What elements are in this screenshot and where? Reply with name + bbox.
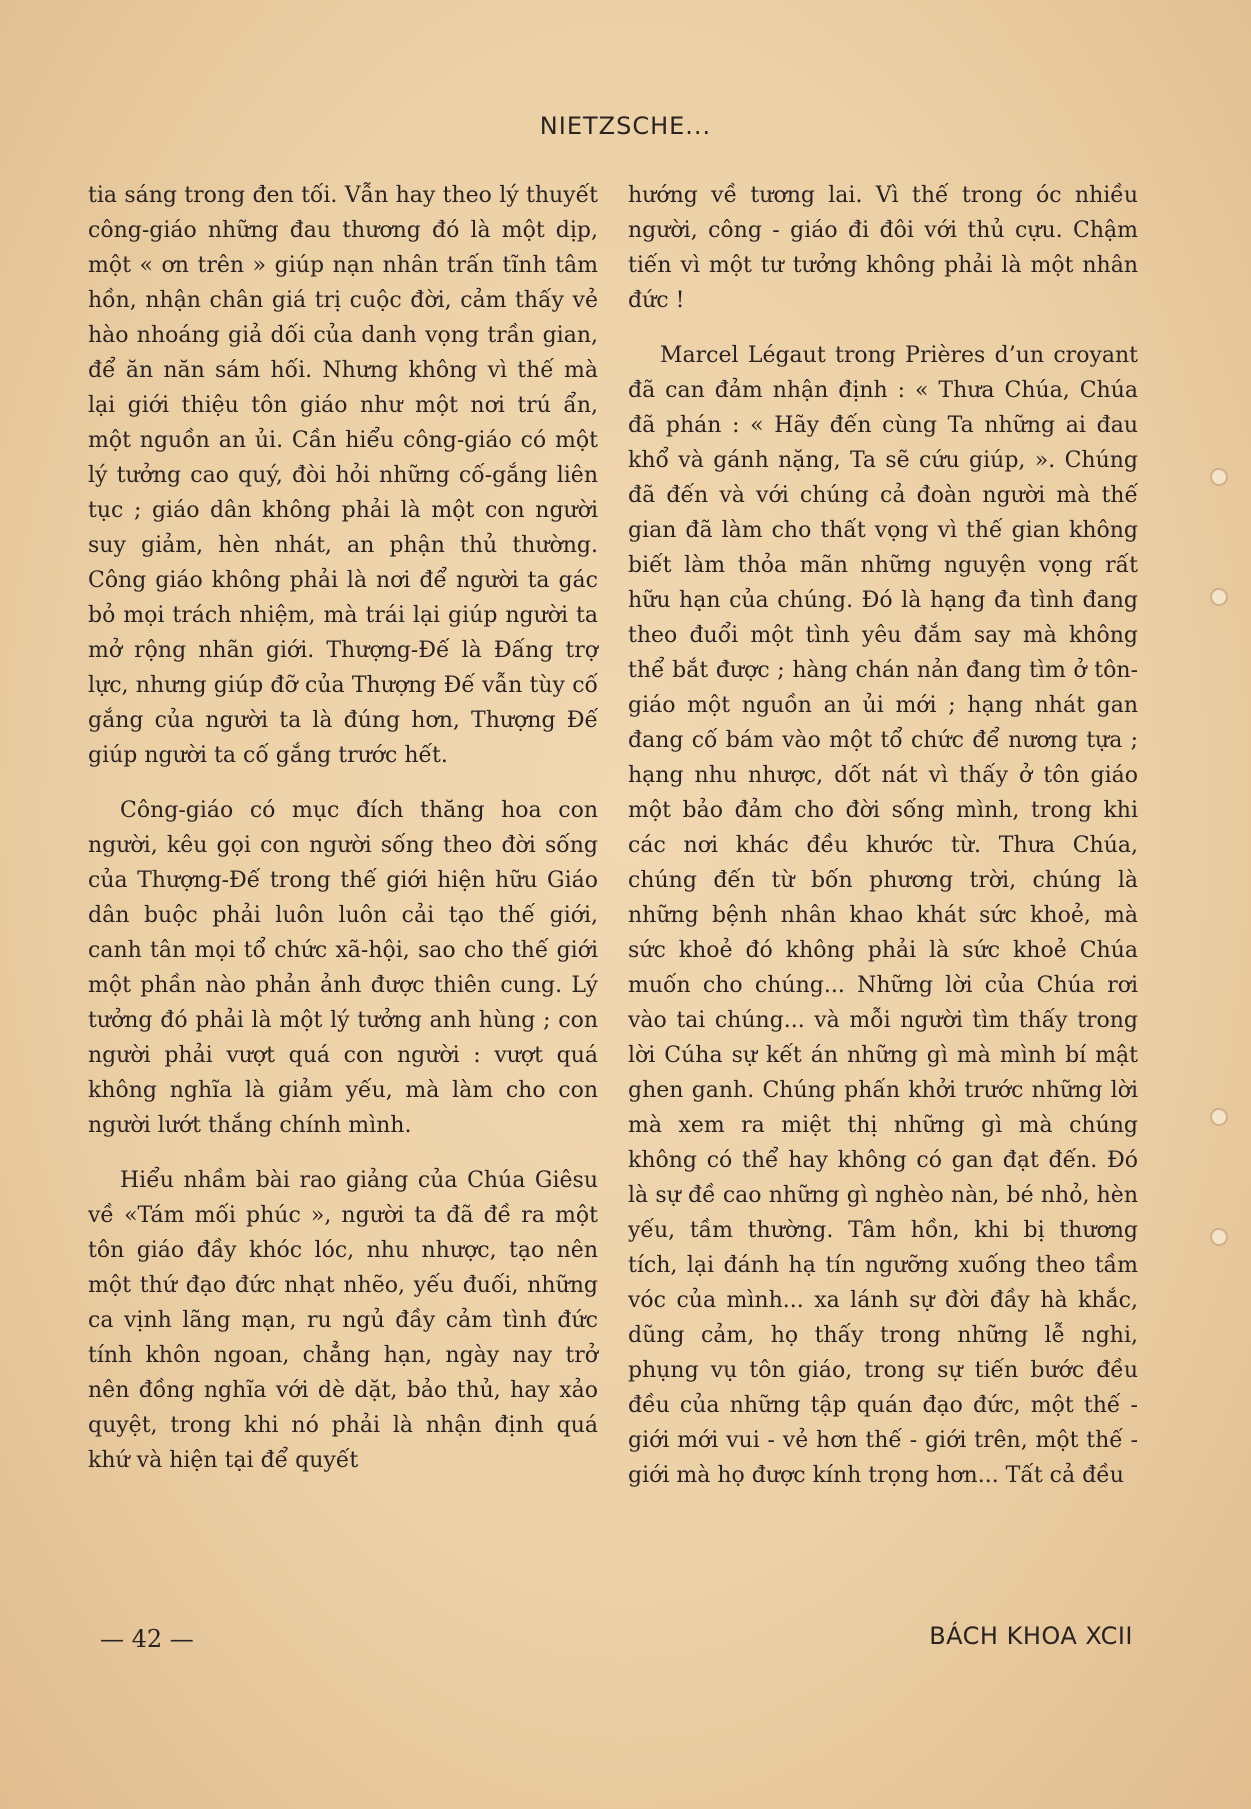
paragraph: Hiểu nhầm bài rao giảng của Chúa Giêsu về «Tám mối phúc », người ta đã đề ra một tôn giáo đầy khóc lóc, nhu nhược, tạo nên một thứ đạo đức nhạt nhẽo, yếu đuối, những ca vịnh lãng mạn, ru ngủ đầy cảm tình đức tính khôn ngoan, chẳng hạn, ngày nay trở nên đồng nghĩa với dè dặt, bảo thủ, hay xảo quyệt, trong khi nó phải là nhận định quá khứ và hiện tại để quyết [88, 1168, 598, 1473]
punch-hole [1212, 1230, 1226, 1244]
paragraph: tia sáng trong đen tối. Vẫn hay theo lý thuyết công-giáo những đau thương đó là một dịp, một « ơn trên » giúp nạn nhân trấn tĩnh tâm hồn, nhận chân giá trị cuộc đời, cảm thấy vẻ hào nhoáng giả dối của danh vọng trần gian, để ăn năn sám hối. Nhưng không vì thế mà lại giới thiệu tôn giáo như một nơi trú ẩn, một nguồn an ủi. Cần hiểu công-giáo có một lý tưởng cao quý, đòi hỏi những cố-gắng liên tục ; giáo dân không phải là một con người suy giảm, hèn nhát, an phận thủ thường. Công giáo không phải là nơi để người ta gác bỏ mọi trách nhiệm, mà trái lại giúp người ta mở rộng nhãn giới. Thượng-Đế là Đấng trợ lực, nhưng giúp đỡ của Thượng Đế vẫn tùy cố gắng của người ta là đúng hơn, Thượng Đế giúp người ta cố gắng trước hết. [88, 183, 598, 768]
running-header: NIETZSCHE... [539, 112, 712, 140]
paragraph: Marcel Légaut trong Prières d’un croyant đã can đảm nhận định : « Thưa Chúa, Chúa đã phán : « Hãy đến cùng Ta những ai đau khổ và gánh nặng, Ta sẽ cứu giúp, ». Chúng đã đến và với chúng cả đoàn người mà thế gian đã làm cho thất vọng vì thế gian không biết làm thỏa mãn những nguyện vọng rất hữu hạn của chúng. Đó là hạng đa tình đang theo đuổi một tình yêu đắm say mà không thể bắt được ; hàng chán nản đang tìm ở tôn-giáo một nguồn an ủi mới ; hạng nhát gan đang cố bám vào một tổ chức để nương tựa ; hạng nhu nhược, dốt nát vì thấy ở tôn giáo một bảo đảm cho đời sống mình, trong khi các nơi khác đều khước từ. Thưa Chúa, chúng đến từ bốn phương trời, chúng là những bệnh nhân khao khát sức khoẻ, mà sức khoẻ đó không phải là sức khoẻ Chúa muốn cho chúng... Những lời của Chúa rơi vào tai chúng... và mỗi người tìm thấy trong lời Cúha sự kết án những gì mà mình bí mật ghen ganh. Chúng phấn khởi trước những lời mà xem ra miệt thị những gì mà chúng không có thể hay không có gan đạt đến. Đó là sự đề cao những gì nghèo nàn, bé nhỏ, hèn yếu, tầm thường. Tâm hồn, khi bị thương tích, lại đánh hạ tín ngưỡng xuống theo tầm vóc của mình... xa lánh sự đời đầy hà khắc, dũng cảm, họ thấy trong những lễ nghi, phụng vụ tôn giáo, trong sự tiến bước đều đều của những tập quán đạo đức, một thế - giới mới vui - vẻ hơn thế - giới trên, một thế - giới mà họ được kính trọng hơn... Tất cả đều [628, 343, 1138, 1488]
left-column [88, 178, 598, 1478]
punch-hole [1212, 590, 1226, 604]
publication-name: BÁCH KHOA XCII [929, 1622, 1133, 1650]
page-number: — 42 — [100, 1625, 194, 1653]
paragraph: hướng về tương lai. Vì thế trong óc nhiều người, công - giáo đi đôi với thủ cựu. Chậm tiến vì một tư tưởng không phải là một nhân đức ! [628, 183, 1138, 313]
paragraph: Công-giáo có mục đích thăng hoa con người, kêu gọi con người sống theo đời sống của Thượng-Đế trong thế giới hiện hữu Giáo dân buộc phải luôn luôn cải tạo thế giới, canh tân mọi tổ chức xã-hội, sao cho thế giới một phần nào phản ảnh được thiên cung. Lý tưởng đó phải là một lý tưởng anh hùng ; con người phải vượt quá con người : vượt quá không nghĩa là giảm yếu, mà làm cho con người lướt thắng chính mình. [88, 798, 598, 1138]
punch-hole [1212, 1110, 1226, 1124]
right-column [628, 178, 1138, 1493]
punch-hole [1212, 470, 1226, 484]
